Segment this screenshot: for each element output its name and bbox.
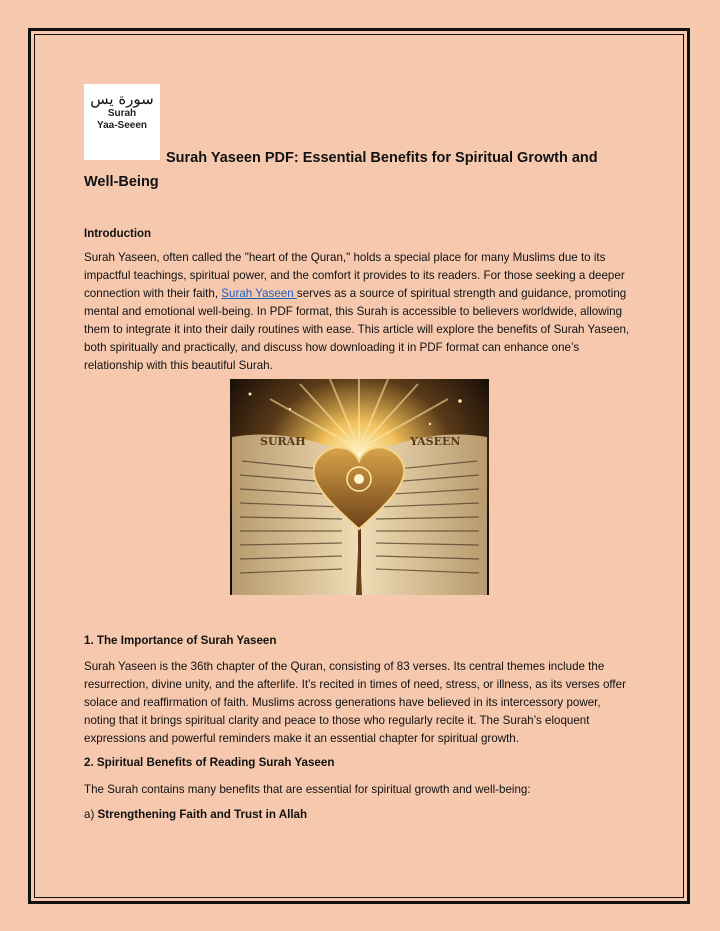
subsection-a-prefix: a) <box>84 808 98 821</box>
section2-heading: 2. Spiritual Benefits of Reading Surah Yaseen <box>84 756 335 769</box>
page-title: Surah Yaseen PDF: Essential Benefits for Spiritual Growth and Well-Being <box>84 150 598 190</box>
section1-paragraph: Surah Yaseen is the 36th chapter of the Quran, consisting of 83 verses. Its central themes include the resurrection, divine unity, and the afterlife. It’s recited in times of need, stress, or illness, as its verses offer solace and reaffirmation of faith. Muslims across generations have believed in its intercessory power, noting that it brings spiritual clarity and peace to those who regularly recite it. The Surah’s eloquent expressions and powerful reminders make it an essential chapter for spiritual growth. <box>84 660 626 745</box>
hero-label-yaseen: YASEEN <box>410 435 461 448</box>
section2-paragraph: The Surah contains many benefits that are essential for spiritual growth and well-being: <box>84 783 531 796</box>
hero-image-open-quran <box>230 379 489 595</box>
hero-label-surah: SURAH <box>260 435 306 448</box>
subsection-a-title: Strengthening Faith and Trust in Allah <box>97 808 308 821</box>
introduction-paragraph <box>84 249 630 375</box>
logo-line2: Yaa-Seeen <box>96 120 148 131</box>
subsection-a <box>84 808 307 821</box>
introduction-heading: Introduction <box>84 228 152 240</box>
logo-line1: Surah <box>107 108 137 119</box>
heart-ornament-center <box>354 474 364 484</box>
intro-text-before-link: Surah Yaseen, often called the "heart of the Quran," holds a special place for many Muslims due to its impactful teachings, spiritual power, and the comfort it provides to its readers. For those seeking a deeper connection with their faith, <box>84 251 625 300</box>
intro-text-after-link: serves as a source of spiritual strength and guidance, promoting mental and emotional well-being. In PDF format, this Surah is accessible to believers worldwide, allowing them to integrate it into their daily routines with ease. This article will explore the benefits of Surah Yaseen, both spiritually and practically, and discuss how downloading it in PDF format can enhance one’s relationship with this beautiful Surah. <box>84 287 630 372</box>
surah-yaseen-link[interactable]: Surah Yaseen <box>221 287 297 300</box>
section1-heading: 1. The Importance of Surah Yaseen <box>84 634 277 647</box>
logo-arabic-calligraphy: سورة يس <box>90 90 154 108</box>
